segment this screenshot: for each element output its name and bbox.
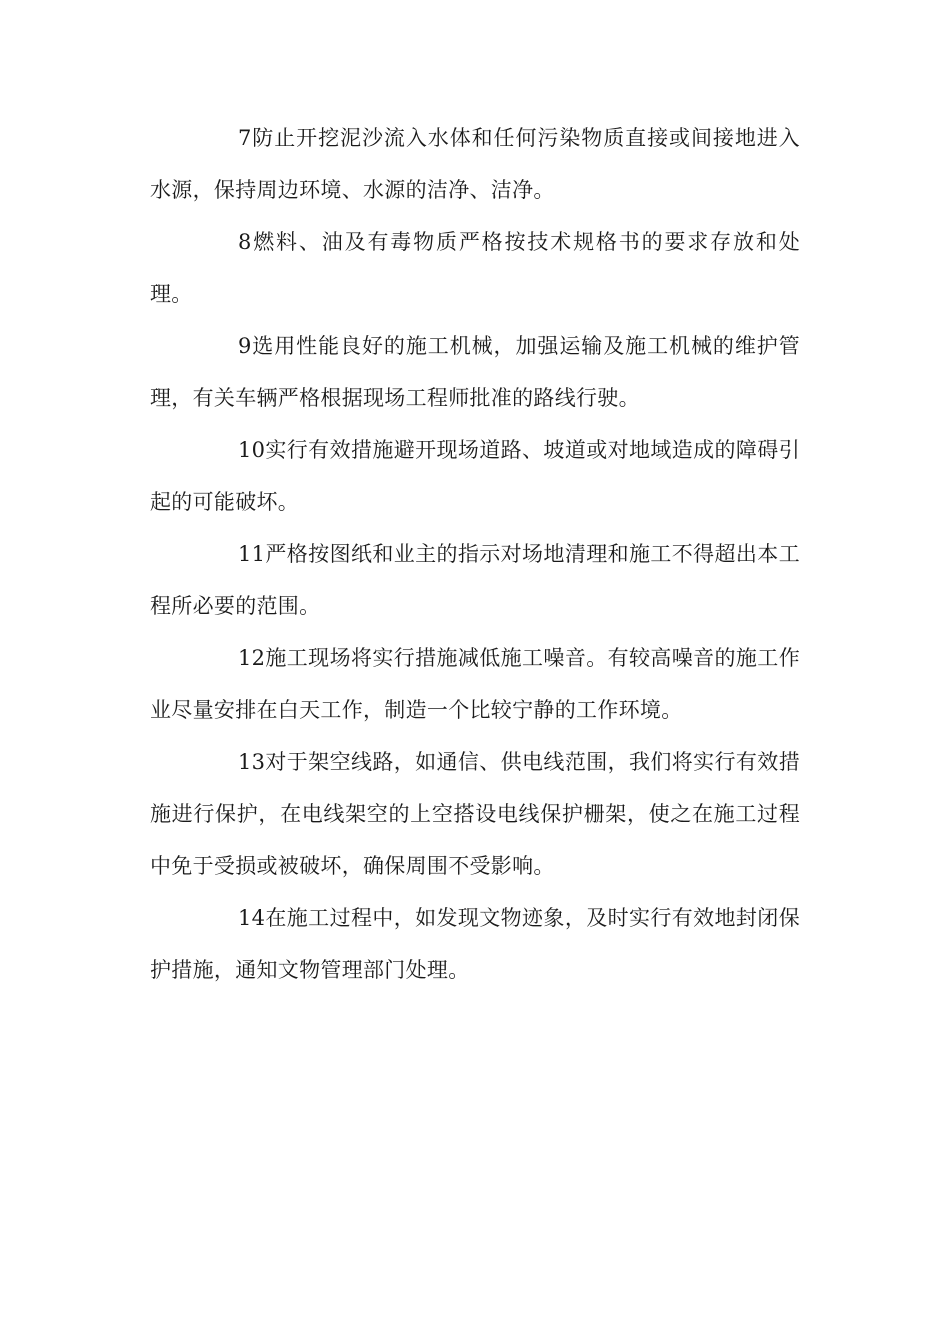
paragraph-10: 10实行有效措施避开现场道路、坡道或对地域造成的障碍引起的可能破坏。 <box>150 438 800 514</box>
paragraph-11: 11严格按图纸和业主的指示对场地清理和施工不得超出本工程所必要的范围。 <box>150 542 800 618</box>
paragraph-12: 12施工现场将实行措施减低施工噪音。有较高噪音的施工作业尽量安排在白天工作，制造一个比较宁静的工作环境。 <box>150 646 800 722</box>
paragraph-9: 9选用性能良好的施工机械，加强运输及施工机械的维护管理，有关车辆严格根据现场工程师批准的路线行驶。 <box>150 334 800 410</box>
paragraph-8: 8燃料、油及有毒物质严格按技术规格书的要求存放和处理。 <box>150 230 800 306</box>
document-body <box>150 112 800 996</box>
paragraph-7: 7防止开挖泥沙流入水体和任何污染物质直接或间接地进入水源，保持周边环境、水源的洁净、洁净。 <box>150 126 800 202</box>
paragraph-13: 13对于架空线路，如通信、供电线范围，我们将实行有效措施进行保护，在电线架空的上空搭设电线保护栅架，使之在施工过程中免于受损或被破坏，确保周围不受影响。 <box>150 750 800 878</box>
paragraph-14: 14在施工过程中，如发现文物迹象，及时实行有效地封闭保护措施，通知文物管理部门处理。 <box>150 906 800 982</box>
